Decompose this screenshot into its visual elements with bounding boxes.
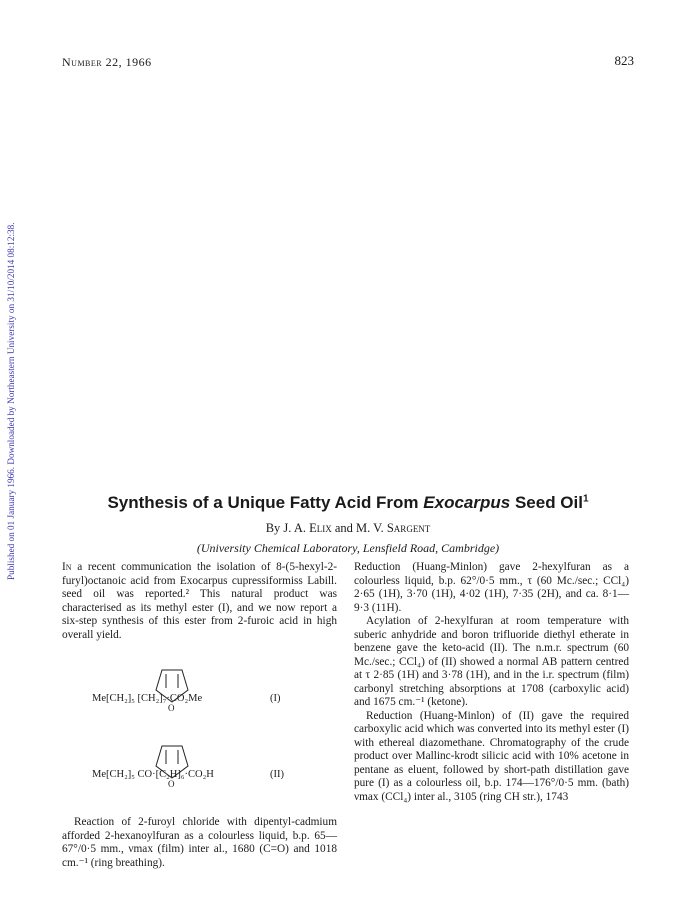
title-ref: 1 [582, 493, 589, 505]
page-number: 823 [614, 53, 634, 68]
authors-by: By J. A. [265, 521, 310, 535]
left-column [62, 561, 337, 870]
structure-ii [62, 738, 337, 794]
right-column [354, 561, 629, 804]
authors-and: and M. V. [331, 521, 387, 535]
structure-i-label: (I) [270, 693, 281, 704]
paragraph-reduction-2: Reduction (Huang-Minlon) of (II) gave the required carboxylic acid which was converted into its methyl ester (I) with ethereal diazomethane. Chromatography of the crude product over Mallinc-krodt silicic acid with 10% acetone in pentane as eluent, followed by short-path distillation gave pure (I) as a colourless oil, b.p. 174—176°/0·5 mm. (bath) νmax (CCl₄) inter al., 3105 (ring CH str.), 1743 [354, 709, 629, 803]
title-main: Synthesis of a Unique Fatty Acid From [107, 493, 424, 512]
download-note [6, 140, 18, 580]
paragraph-reduction: Reduction (Huang-Minlon) gave 2-hexylfuran as a colourless liquid, b.p. 62°/0·5 mm., τ (60 Mc./sec.; CCl₄) 2·65 (1H), 3·70 (1H), 4·02 (1H), 7·35 (2H), and ca. 8·1—9·3 (11H). [354, 561, 629, 614]
title-tail: Seed Oil [510, 493, 583, 512]
intro-paragraph [62, 561, 337, 642]
structure-ii-label: (II) [270, 769, 284, 780]
structure-i-formula: Me[CH₂]₅ [CH₂]₇·CO₂Me [92, 693, 203, 704]
paragraph-reaction: Reaction of 2-furoyl chloride with dipentyl-cadmium afforded 2-hexanoylfuran as a colourless liquid, b.p. 65—67°/0·5 mm., νmax (film) inter al., 1680 (C=O) and 1018 cm.⁻¹ (ring breathing). [62, 816, 337, 869]
affiliation: (University Chemical Laboratory, Lensfield Road, Cambridge) [196, 541, 500, 555]
structure-i [62, 662, 337, 718]
running-head: Number 22, 1966 [62, 55, 152, 69]
author-sargent: Sargent [386, 521, 431, 535]
author-elix: Elix [309, 521, 332, 535]
structure-ii-o: O [168, 779, 175, 789]
paragraph-acylation: Acylation of 2-hexylfuran at room temperature with suberic anhydride and boron trifluoride diethyl etherate in benzene gave the keto-acid (II). The n.m.r. spectrum (60 Mc./sec.; CCl₄) of (II) showed a normal AB pattern centred at τ 2·85 (1H) and 3·78 (1H), and in the i.r. spectrum (film) carbonyl stretching absorptions at 1708 (carboxylic acid) and 1675 cm.⁻¹ (ketone). [354, 615, 629, 708]
article-title [0, 493, 696, 513]
title-genus: Exocarpus [423, 493, 511, 512]
authors [0, 521, 696, 536]
intro-in: In [62, 561, 72, 573]
structure-i-o: O [168, 703, 175, 713]
intro-text: a recent communication the isolation of 8-(5-hexyl-2-furyl)octanoic acid from Exocarpus cupressiformiss Labill. seed oil was reported.² This natural product was characterised as its methyl ester (I), and we now report a six-step synthesis of this ester from 2-furoic acid in high overall yield. [62, 561, 337, 641]
download-note-text: Published on 01 January 1966. Downloaded by Northeastern University on 31/10/2014 08:12:38. [6, 222, 16, 580]
structure-ii-formula: Me[CH₂]₅ CO·[C₂H]₆·CO₂H [92, 769, 214, 780]
